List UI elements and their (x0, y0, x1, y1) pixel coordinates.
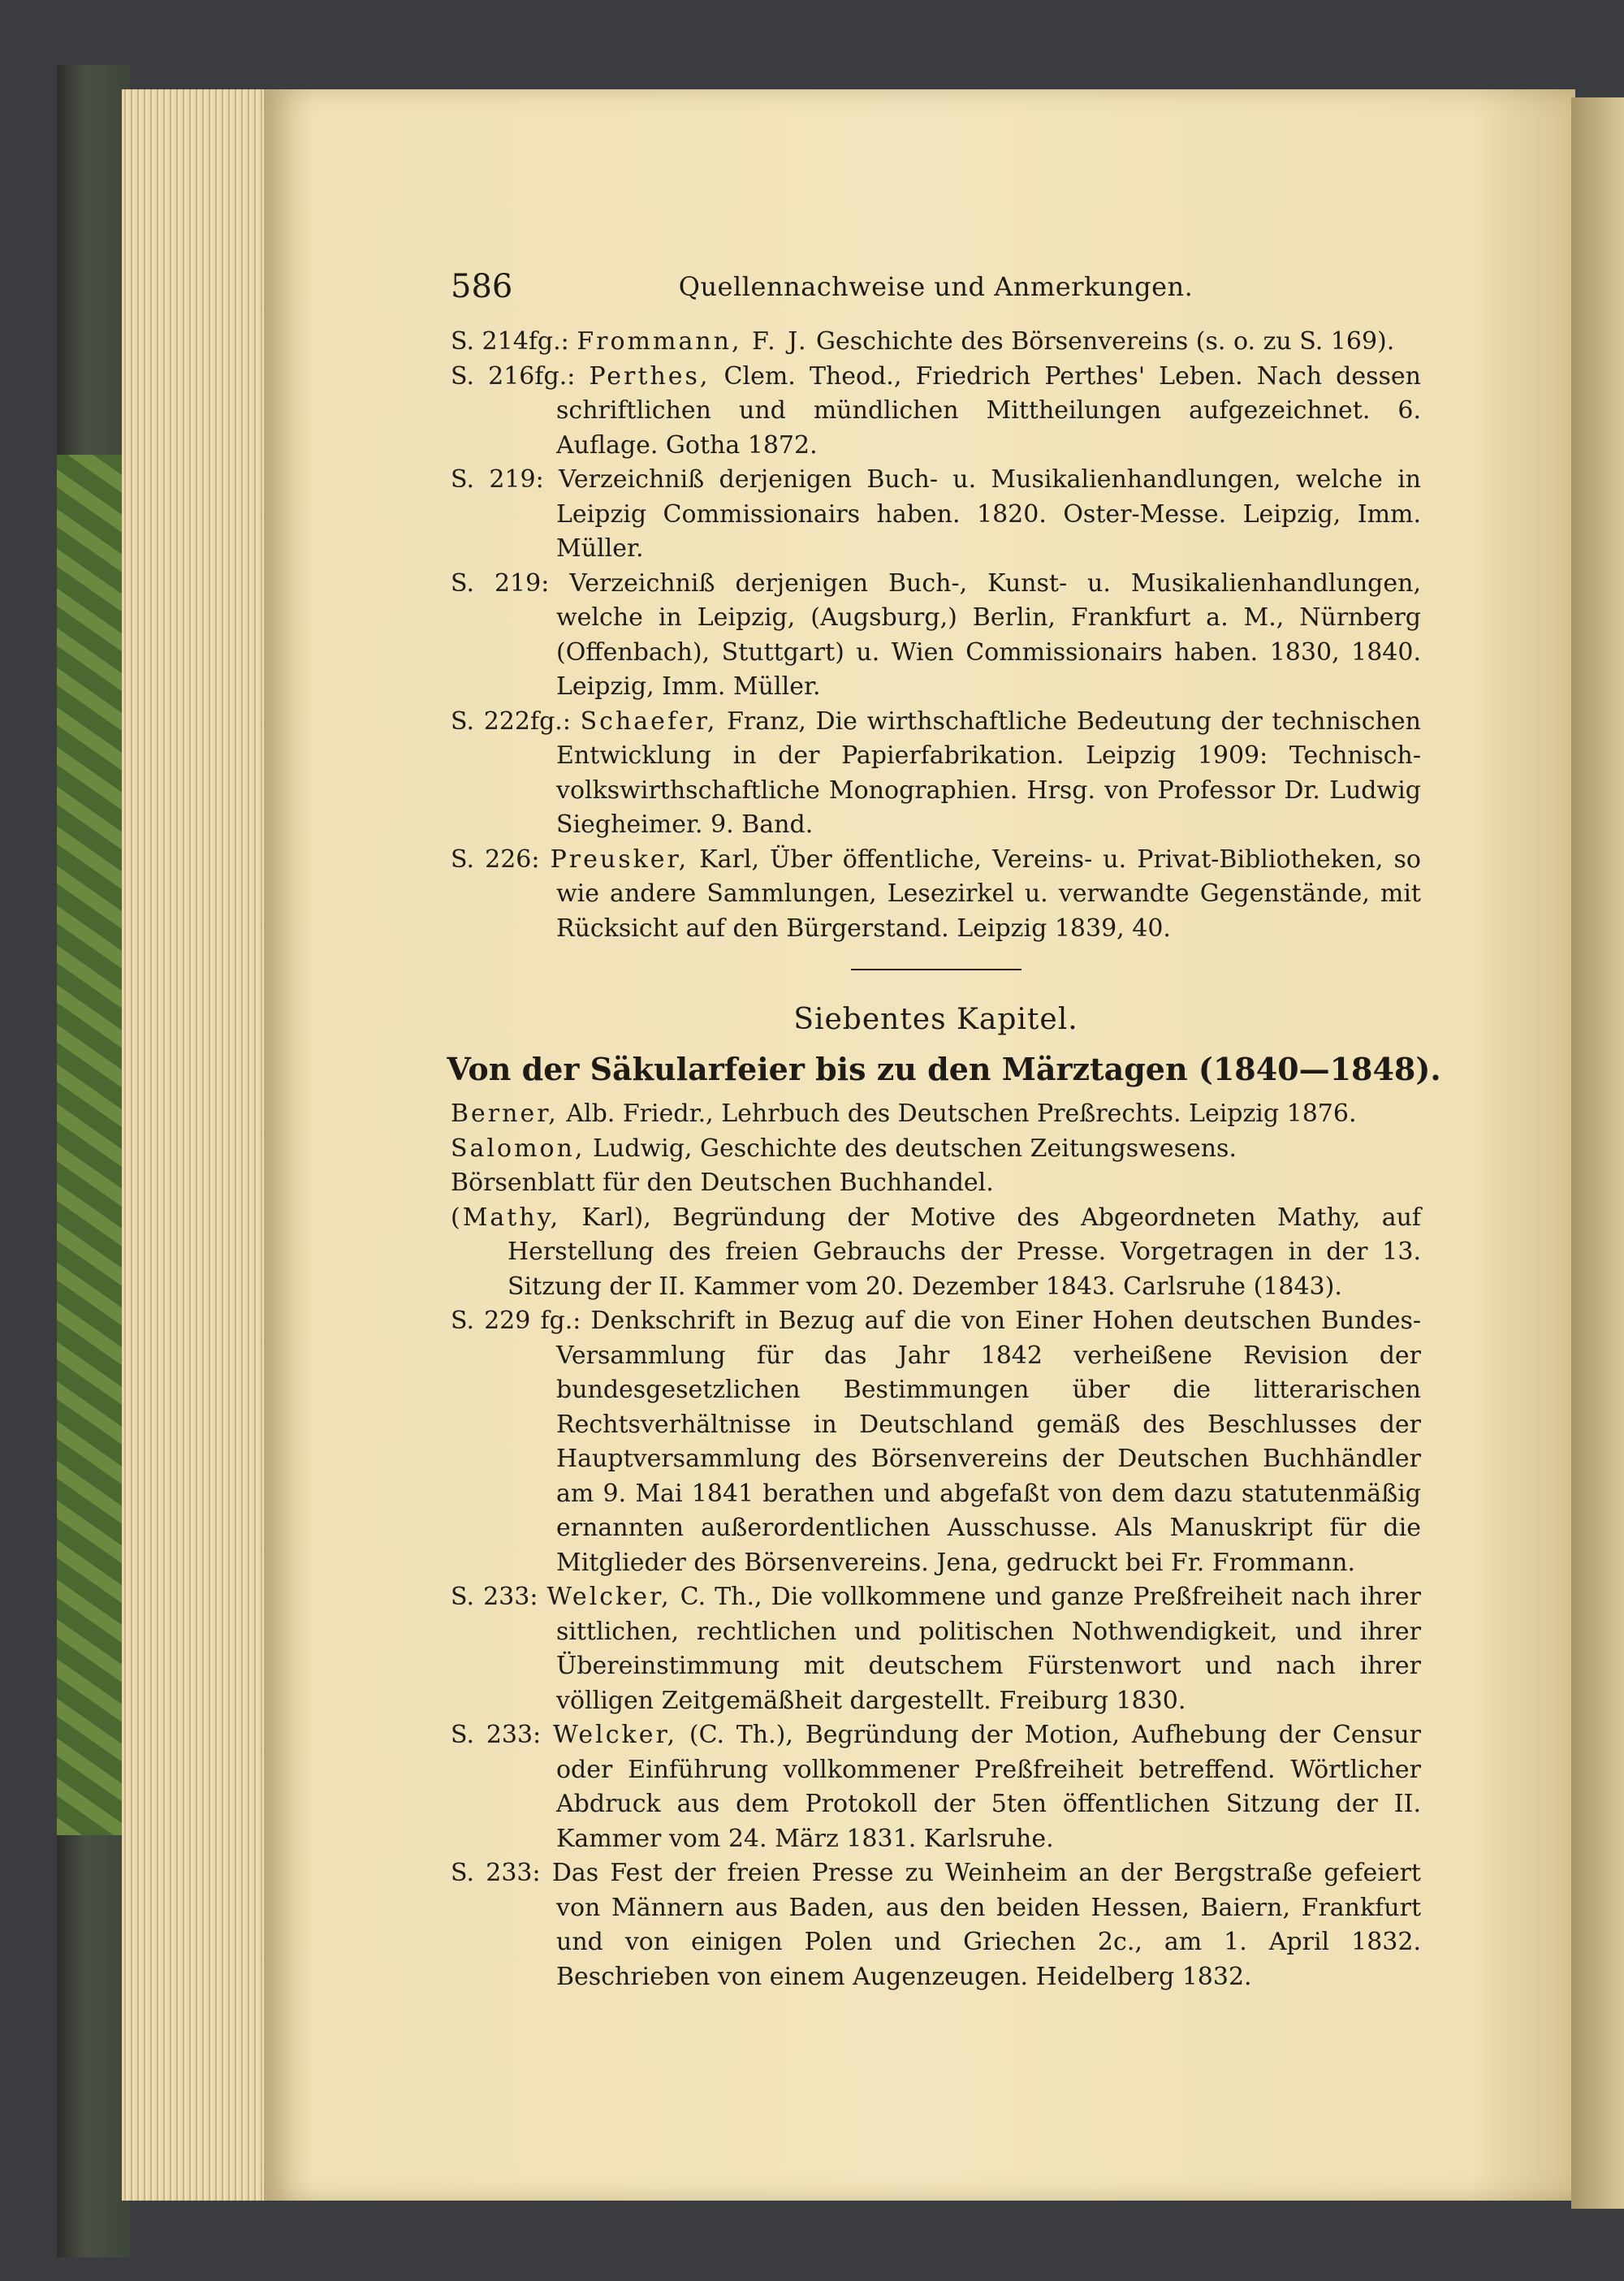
entry-author: (Mathy, (451, 1203, 561, 1232)
bibliography-entry (451, 1166, 1421, 1201)
entry-text: (C. Th.), Begründung der Motion, Aufhebung der Censur oder Einführung vollkommener Preßfreiheit betreffend. Wörtlicher Abdruck aus dem Protokoll der 5ten öffentlichen Sitzung der II. Kammer vom 24. März 1831. Karlsruhe. (556, 1721, 1421, 1853)
bibliography-entry (451, 1856, 1421, 1994)
entry-author: Berner, (451, 1099, 559, 1128)
bibliography-entry (451, 1201, 1421, 1305)
entry-text: Alb. Friedr., Lehrbuch des Deutschen Preßrechts. Leipzig 1876. (558, 1099, 1357, 1128)
entry-author: Perthes, (589, 361, 710, 391)
entry-text: Börsenblatt für den Deutschen Buchhandel. (451, 1169, 994, 1197)
entry-ref: S. 233: (451, 1859, 541, 1887)
entry-ref: S. 229 fg.: (451, 1307, 581, 1335)
entry-ref: S. 216fg.: (451, 361, 576, 391)
entry-author: Welcker, (553, 1721, 678, 1749)
bibliography-entry (451, 1718, 1421, 1856)
bibliography-entry (451, 463, 1421, 567)
bibliography-entry (451, 1097, 1421, 1132)
entries-chapter (451, 1097, 1421, 1304)
entry-text: Verzeichniß derjenigen Buch-, Kunst- u. Musikalienhandlungen, welche in Leipzig, (Augsburg,) Berlin, Frankfurt a. M., Nürnberg (Offenbach), Stuttgart) u. Wien Commissionairs haben. 1830, 1840. Leipzig, Imm. Müller. (556, 568, 1421, 701)
entry-ref: S. 219: (451, 568, 550, 598)
entry-ref: S. 233: (451, 1583, 538, 1611)
bibliography-entry (451, 325, 1421, 360)
entry-text: Denkschrift in Bezug auf die von Einer Hohen deutschen Bundes-Versammlung für das Jahr 1842 verheißene Revision der bundesgesetzlichen Bestimmungen über die litterarischen Rechtsverhältnisse in Deutschland gemäß des Beschlusses der Hauptversammlung des Börsenvereins der Deutschen Buchhändler am 9. Mai 1841 berathen und abgefaßt von dem dazu statutenmäßig ernannten außerordentlichen Ausschusse. Als Manuskript für die Mitglieder des Börsenvereins. Jena, gedruckt bei Fr. Frommann. (556, 1307, 1421, 1577)
entry-ref: S. 233: (451, 1721, 542, 1749)
running-head-title: Quellennachweise und Anmerkungen. (678, 271, 1194, 302)
entry-text: Das Fest der freien Presse zu Weinheim an der Bergstraße gefeiert von Männern aus Baden, aus den beiden Hessen, Baiern, Frankfurt und von einigen Polen und Griechen 2c., am 1. April 1832. Beschrieben von einem Augenzeugen. Heidelberg 1832. (551, 1859, 1421, 1991)
entry-text: Karl), Begründung der Motive des Abgeordneten Mathy, auf Herstellung des freien Gebrauchs der Presse. Vorgetragen in der 13. Sitzung der II. Kammer vom 20. Dezember 1843. Carlsruhe (1843). (508, 1203, 1421, 1301)
entry-author: Frommann, F. J. (577, 327, 809, 356)
entry-text: Verzeichniß derjenigen Buch- u. Musikalienhandlungen, welche in Leipzig Commissionairs haben. 1820. Oster-Messe. Leipzig, Imm. Müller. (556, 465, 1421, 563)
entry-author: Schaefer, (580, 706, 718, 736)
bibliography-entry (451, 1132, 1421, 1167)
entry-text: C. Th., Die vollkommene und ganze Preßfreiheit nach ihrer sittlichen, rechtlichen und politischen Nothwendigkeit, und ihrer Übereinstimmung mit deutschem Fürstenwort und nach ihrer völligen Zeitgemäßheit dargestellt. Freiburg 1830. (556, 1583, 1421, 1715)
bibliography-entry (451, 567, 1421, 705)
entry-text: Clem. Theod., Friedrich Perthes' Leben. Nach dessen schriftlichen und mündlichen Mittheilungen aufgezeichnet. 6. Auflage. Gotha 1872. (556, 361, 1421, 460)
entry-author: Salomon, (451, 1134, 585, 1163)
marbled-endpaper (57, 455, 130, 1835)
entry-text: Geschichte des Börsenvereins (s. o. zu S. 169). (808, 327, 1395, 356)
entry-ref: S. 219: (451, 465, 544, 494)
page-number: 586 (451, 268, 513, 305)
entry-author: Welcker, (546, 1583, 672, 1611)
entry-ref: S. 214fg.: (451, 327, 569, 356)
section-divider (851, 969, 1021, 970)
entry-text: Ludwig, Geschichte des deutschen Zeitungswesens. (585, 1134, 1237, 1163)
running-head (451, 268, 1421, 317)
bibliography-entry (451, 1304, 1421, 1580)
entries-top (451, 325, 1421, 946)
bibliography-entry (451, 1580, 1421, 1718)
facing-page-edge (1571, 97, 1624, 2209)
bibliography-entry (451, 843, 1421, 947)
entry-text: Franz, Die wirthschaftliche Bedeutung der technischen Entwicklung in der Papierfabrikation. Leipzig 1909: Technisch-volkswirthschaftliche Monographien. Hrsg. von Professor Dr. Ludwig Siegheimer. 9. Band. (556, 706, 1421, 839)
entry-author: Preusker, (550, 845, 689, 874)
entry-text: Karl, Über öffentliche, Vereins- u. Privat-Bibliotheken, so wie andere Sammlungen, Lesezirkel u. verwandte Gegenstände, mit Rücksicht auf den Bürgerstand. Leipzig 1839, 40. (556, 845, 1421, 943)
bibliography-entry (451, 360, 1421, 464)
page-stack-edge (122, 89, 268, 2201)
entry-ref: S. 222fg.: (451, 706, 571, 736)
entry-ref: S. 226: (451, 845, 540, 874)
chapter-title: Von der Säkularfeier bis zu den Märztagen (1840—1848). (447, 1051, 1441, 1087)
entries-bottom (451, 1304, 1421, 1994)
page-content (447, 268, 1441, 1994)
chapter-label: Siebentes Kapitel. (793, 1003, 1078, 1036)
bibliography-entry (451, 705, 1421, 843)
